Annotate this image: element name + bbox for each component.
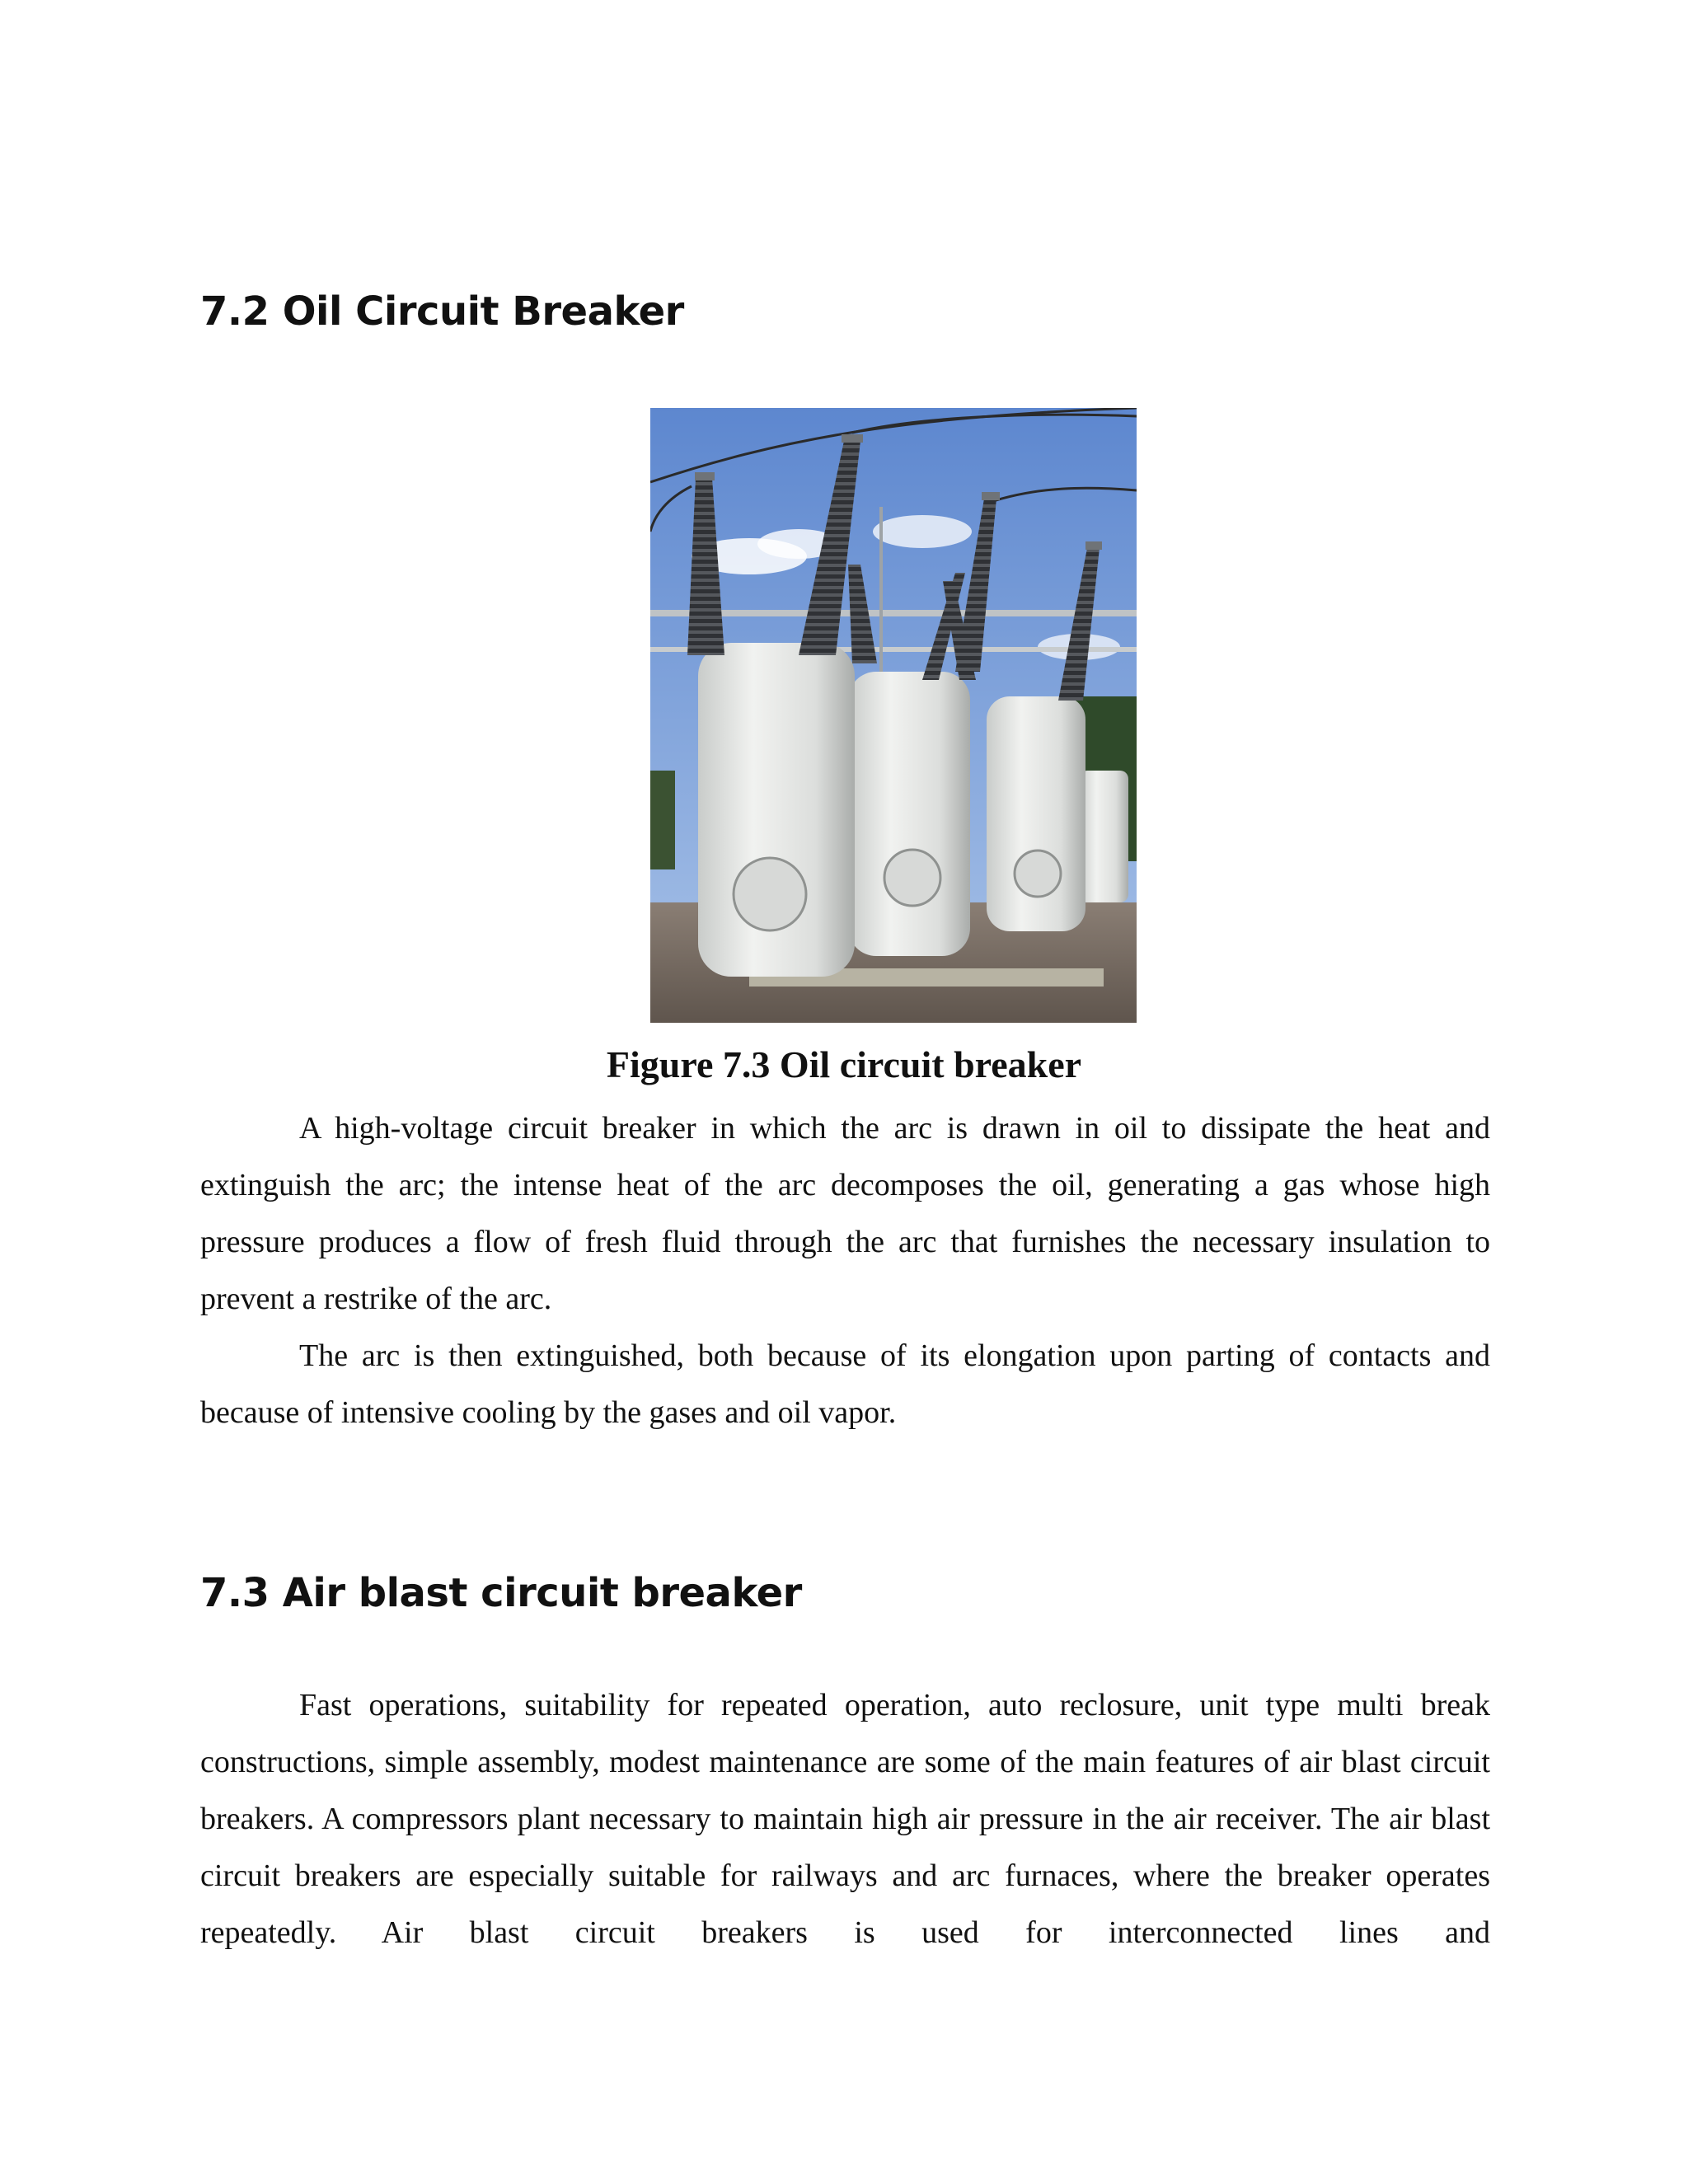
figure-caption: Figure 7.3 Oil circuit breaker (606, 1043, 1082, 1085)
oil-circuit-breaker-photo (650, 408, 1137, 1023)
paragraph: A high-voltage circuit breaker in which the arc is drawn in oil to dissipate the heat and extinguish the arc; the intense heat of the arc decomposes the oil, generating a gas whose high pressure produces a flow of fresh fluid through the arc that furnishes the necessary insulation to prevent a restrike of the arc. (200, 1111, 1490, 1316)
paragraph: Fast operations, suitability for repeated operation, auto reclosure, unit type multi break constructions, simple assembly, modest maintenance are some of the main features of air blast circuit breakers. A compressors plant necessary to maintain high air pressure in the air receiver. The air blast circuit breakers are especially suitable for railways and arc furnaces, where the breaker operates repeatedly. Air blast circuit breakers is used for interconnected lines and (200, 1688, 1490, 1950)
paragraph: The arc is then extinguished, both because of its elongation upon parting of contacts and because of intensive cooling by the gases and oil vapor. (200, 1338, 1490, 1430)
section-heading-oil-circuit-breaker: 7.2 Oil Circuit Breaker (200, 288, 684, 335)
section-heading-air-blast-circuit-breaker: 7.3 Air blast circuit breaker (200, 1570, 802, 1616)
